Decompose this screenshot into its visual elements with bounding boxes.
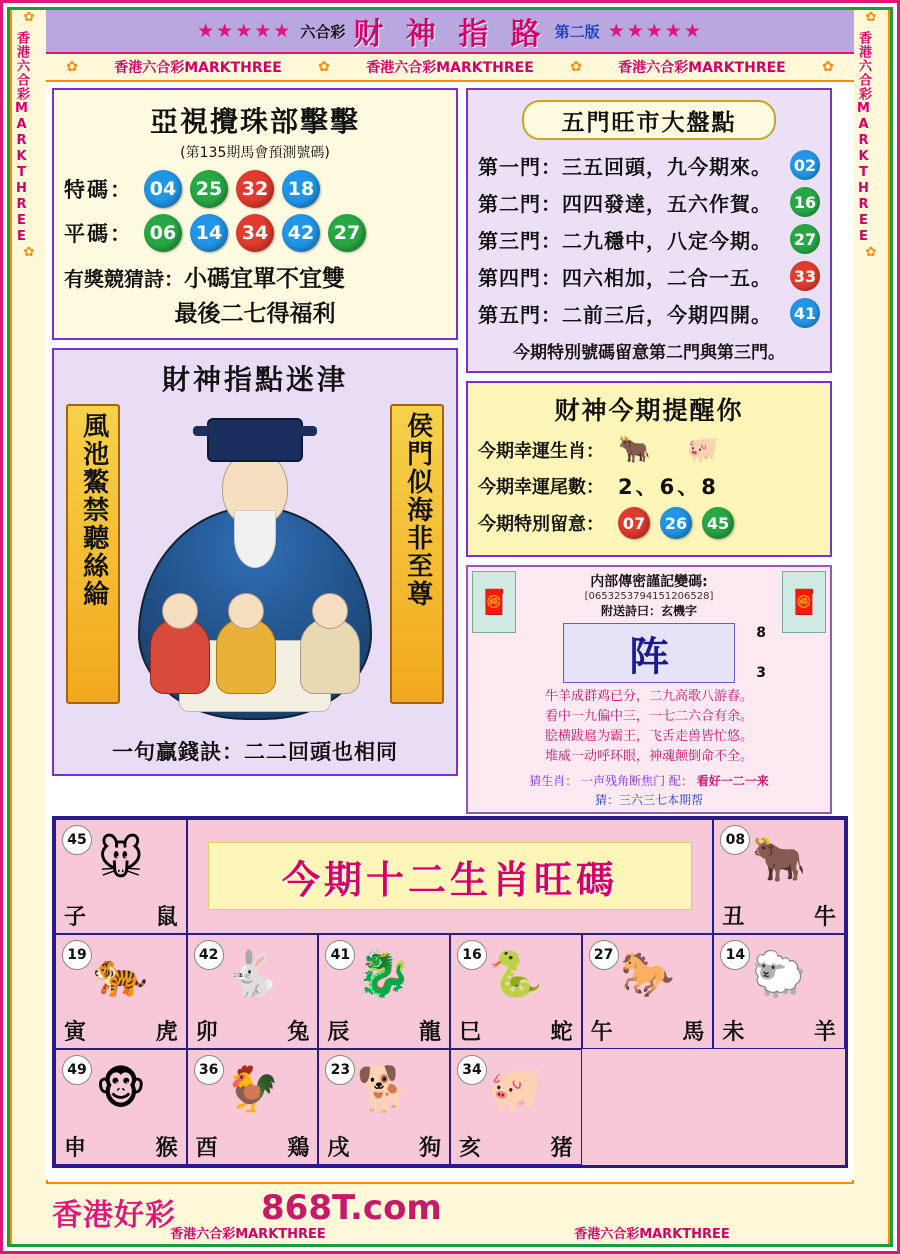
- gate-text: 第三門：二九穩中，八定今期。: [478, 228, 772, 253]
- zodiac-number: 36: [194, 1055, 224, 1085]
- monkey-icon: 🐵: [95, 1064, 147, 1116]
- verse-line: 看中一九偏中三，一七二六合有余。: [544, 709, 753, 725]
- zodiac-banner-text: 今期十二生肖旺碼: [281, 857, 618, 902]
- page-footer: [46, 1182, 854, 1244]
- lottery-ball: 42: [282, 214, 320, 252]
- gate-row: [478, 298, 820, 328]
- zodiac-banner: [187, 819, 714, 934]
- header-subtitle: 六合彩: [300, 22, 346, 41]
- gate-row: [478, 261, 820, 291]
- lucky-zodiac-icons: 🐂 🐖: [618, 435, 734, 465]
- normal-balls: [144, 214, 366, 252]
- zodiac-animal: 馬: [682, 1020, 705, 1046]
- secret-verse: [520, 687, 778, 768]
- couplet-right: [390, 404, 444, 704]
- zodiac-animal: 牛: [813, 904, 836, 930]
- verse-line: 脍横跋扈为霸王，飞舌走兽皆忙悠。: [544, 729, 753, 745]
- zodiac-number: 49: [62, 1055, 92, 1085]
- marquee-text: 香港六合彩MARKTHREE: [114, 60, 282, 76]
- zodiac-animal: 龍: [418, 1020, 441, 1046]
- main-content: [46, 82, 854, 1180]
- zodiac-number: 27: [589, 940, 619, 970]
- flower-icon: ✿: [23, 245, 35, 260]
- zodiac-branch: 辰: [327, 1020, 350, 1046]
- lottery-ball: 04: [144, 170, 182, 208]
- lucky-tail-row: [478, 471, 820, 501]
- left-band-text: 香港六合彩MARKTHREE: [14, 31, 29, 245]
- child-figure: [216, 618, 276, 694]
- prize-poem: [64, 260, 446, 328]
- zodiac-branch: 午: [590, 1020, 613, 1046]
- gate-ball: 16: [790, 187, 820, 217]
- gate-row: [478, 224, 820, 254]
- zodiac-cell-wei[interactable]: [713, 934, 845, 1049]
- rat-icon: 🐭: [97, 833, 144, 885]
- zodiac-cell-si[interactable]: [450, 934, 582, 1049]
- zodiac-cell-wu[interactable]: [582, 934, 714, 1049]
- gate-row: [478, 150, 820, 180]
- footer-marquee-text: 香港六合彩MARKTHREE: [170, 1226, 326, 1242]
- prediction-title: 亞視攪珠部擊擊: [149, 105, 360, 138]
- flower-icon: ✿: [865, 10, 877, 25]
- zodiac-number: 45: [62, 825, 92, 855]
- zodiac-cell-zi[interactable]: [55, 819, 187, 934]
- zodiac-branch: 戌: [327, 1135, 350, 1161]
- zodiac-grid: [52, 816, 848, 1168]
- tiger-icon: 🐅: [93, 948, 149, 1000]
- god-illustration-stage: [62, 404, 448, 734]
- site-url[interactable]: 868T.com: [261, 1188, 442, 1228]
- lucky-zodiac-label: 今期幸運生肖：: [478, 441, 604, 462]
- zodiac-cell-chou[interactable]: [713, 819, 845, 934]
- gate-text: 第五門：二前三后，今期四開。: [478, 302, 772, 327]
- couplet-right-text: 侯門似海非至尊: [402, 412, 433, 608]
- zodiac-animal: 羊: [813, 1020, 836, 1046]
- special-balls: [144, 170, 320, 208]
- normal-numbers-row: [64, 214, 446, 252]
- special-watch-label: 今期特別留意：: [478, 514, 604, 535]
- god-panel: [52, 348, 458, 776]
- zodiac-number: 19: [62, 940, 92, 970]
- zodiac-cell-xu[interactable]: [318, 1049, 450, 1164]
- poem-label: 有獎競猜詩：: [64, 267, 184, 291]
- couplet-left-text: 風池鰲禁聽絲綸: [78, 412, 109, 608]
- secret-code: [0653253794151206528]: [584, 591, 714, 602]
- zodiac-cell-mao[interactable]: [187, 934, 319, 1049]
- beard-shape: [234, 510, 276, 568]
- zodiac-animal: 猪: [550, 1135, 573, 1161]
- special-watch-balls: [618, 507, 734, 539]
- lucky-tail-value: 2、6、8: [618, 475, 719, 499]
- gate-row: [478, 187, 820, 217]
- secret-title: 内部傳密謹記變碼:: [590, 574, 708, 590]
- zodiac-branch: 寅: [64, 1020, 87, 1046]
- guess-label: 猜生肖：: [529, 773, 578, 788]
- lottery-ball: 45: [702, 507, 734, 539]
- secret-panel: [466, 565, 832, 814]
- zodiac-animal: 鶏: [287, 1135, 310, 1161]
- zodiac-number: 34: [457, 1055, 487, 1085]
- site-brand: 香港好彩: [52, 1198, 176, 1233]
- zodiac-branch: 亥: [459, 1135, 482, 1161]
- dragon-icon: 🐉: [356, 948, 412, 1000]
- verse-line: 牛羊成群鸡已分，二九高歌八游春。: [544, 689, 753, 704]
- zodiac-animal: 兔: [287, 1020, 310, 1046]
- gate-ball: 33: [790, 261, 820, 291]
- zodiac-branch: 子: [64, 904, 87, 930]
- lottery-ball: 32: [236, 170, 274, 208]
- zodiac-branch: 申: [64, 1135, 87, 1161]
- zodiac-branch: 丑: [722, 904, 745, 930]
- decorative-frame: [7, 7, 893, 1247]
- hat-shape: [207, 418, 303, 462]
- zodiac-branch: 酉: [195, 1135, 218, 1161]
- stars-left: ★★★★★: [197, 20, 293, 42]
- flower-icon: ✿: [570, 59, 582, 75]
- zodiac-branch: 未: [722, 1020, 745, 1046]
- dog-icon: 🐕: [356, 1064, 412, 1116]
- corner-number-top: 8: [756, 625, 766, 641]
- zodiac-cell-shen[interactable]: [55, 1049, 187, 1164]
- zodiac-number: 14: [720, 940, 750, 970]
- child-figure: [300, 618, 360, 694]
- zodiac-number: 08: [720, 825, 750, 855]
- verse-line: 堆威一动呼环眼，神魂颠倒命不全。: [544, 749, 753, 765]
- five-gates-title: 五門旺市大盤點: [522, 100, 776, 140]
- god-panel-title: 財神指點迷津: [161, 363, 348, 396]
- secret-main: [520, 571, 778, 808]
- zodiac-branch: 巳: [459, 1020, 482, 1046]
- lottery-ball: 06: [144, 214, 182, 252]
- lucky-tail-label: 今期幸運尾數：: [478, 477, 604, 498]
- left-side-band: [10, 10, 48, 1244]
- guess-row: [520, 772, 778, 789]
- right-column: [466, 88, 832, 814]
- snake-icon: 🐍: [488, 948, 544, 1000]
- marquee-text: 香港六合彩MARKTHREE: [618, 60, 786, 76]
- secret-subtitle: 附送詩曰：玄機字: [600, 604, 697, 618]
- flower-icon: ✿: [318, 59, 330, 75]
- prediction-panel: [52, 88, 458, 340]
- guess-second: 猜：三六三七本期帮: [594, 792, 703, 807]
- normal-label: 平碼：: [64, 222, 133, 246]
- footer-marquee-text: 香港六合彩MARKTHREE: [574, 1226, 730, 1242]
- lottery-ball: 14: [190, 214, 228, 252]
- zodiac-animal: 狗: [418, 1135, 441, 1161]
- gate-text: 第二門：四四發達，五六作賀。: [478, 191, 772, 216]
- page-title: 财 神 指 路: [353, 17, 547, 52]
- marquee-text: 香港六合彩MARKTHREE: [366, 60, 534, 76]
- prediction-subtitle: (第135期馬會預測號碼): [180, 145, 330, 161]
- gate-ball: 41: [790, 298, 820, 328]
- gate-ball: 27: [790, 224, 820, 254]
- child-figure: [150, 618, 210, 694]
- left-column: [52, 88, 458, 814]
- corner-number-bottom: 3: [756, 665, 766, 681]
- right-band-text: 香港六合彩MARKTHREE: [856, 31, 871, 245]
- lucky-zodiac-row: [478, 435, 820, 465]
- gate-ball: 02: [790, 150, 820, 180]
- flower-icon: ✿: [822, 59, 834, 75]
- lottery-ball: 18: [282, 170, 320, 208]
- lottery-ball: 07: [618, 507, 650, 539]
- goat-icon: 🐑: [751, 948, 807, 1000]
- special-watch-row: [478, 507, 820, 539]
- zodiac-number: 16: [457, 940, 487, 970]
- couplet-left: [66, 404, 120, 704]
- special-label: 特碼：: [64, 178, 133, 202]
- flower-icon: ✿: [865, 245, 877, 260]
- ox-icon: 🐂: [751, 833, 807, 885]
- poem-line-1: 小碼宜單不宜雙: [184, 266, 345, 292]
- god-caption: 一句贏錢訣：二二回頭也相同: [112, 740, 398, 764]
- reminder-panel: [466, 381, 832, 557]
- stars-right: ★★★★★: [607, 20, 703, 42]
- rooster-icon: 🐓: [225, 1064, 280, 1116]
- edition-label: 第二版: [554, 22, 600, 41]
- flower-icon: ✿: [66, 59, 78, 75]
- gate-text: 第四門：四六相加，二合一五。: [478, 265, 772, 290]
- lottery-ball: 25: [190, 170, 228, 208]
- zodiac-cell-hai[interactable]: [450, 1049, 582, 1164]
- flower-icon: ✿: [23, 10, 35, 25]
- poem-line-2: 最後二七得福利: [174, 301, 336, 327]
- footer-marquee: [46, 1220, 854, 1244]
- gates-note: 今期特別號碼留意第二門與第三門。: [513, 343, 785, 363]
- zodiac-number: 42: [194, 940, 224, 970]
- top-marquee: [46, 54, 854, 82]
- lottery-ball: 26: [660, 507, 692, 539]
- door-god-icon-right: 🧧: [782, 571, 826, 633]
- guess-hint: 看好一二一来: [696, 773, 769, 788]
- special-numbers-row: [64, 170, 446, 208]
- zodiac-cell-you[interactable]: [187, 1049, 319, 1164]
- mystic-character: 阵: [563, 623, 735, 683]
- pig-icon: 🐖: [488, 1064, 544, 1116]
- zodiac-animal: 蛇: [550, 1020, 573, 1046]
- door-god-icon-left: 🧧: [472, 571, 516, 633]
- lottery-ball: 27: [328, 214, 366, 252]
- gate-text: 第一門：三五回頭，九今期來。: [478, 154, 772, 179]
- lottery-ball: 34: [236, 214, 274, 252]
- zodiac-animal: 猴: [155, 1135, 178, 1161]
- zodiac-cell-yin[interactable]: [55, 934, 187, 1049]
- zodiac-animal: 虎: [155, 1020, 178, 1046]
- rabbit-icon: 🐇: [225, 948, 280, 1000]
- right-side-band: [852, 10, 890, 1244]
- horse-icon: 🐎: [620, 948, 675, 1000]
- page-header: [46, 10, 854, 54]
- zodiac-number: 23: [325, 1055, 355, 1085]
- zodiac-number: 41: [325, 940, 355, 970]
- zodiac-animal: 鼠: [155, 904, 178, 930]
- caishen-figure: [124, 404, 386, 724]
- reminder-title: 财神今期提醒你: [554, 396, 744, 425]
- guess-text: 一声残角断焦门 配：: [581, 773, 693, 788]
- zodiac-branch: 卯: [195, 1020, 218, 1046]
- five-gates-panel: [466, 88, 832, 373]
- zodiac-cell-chen[interactable]: [318, 934, 450, 1049]
